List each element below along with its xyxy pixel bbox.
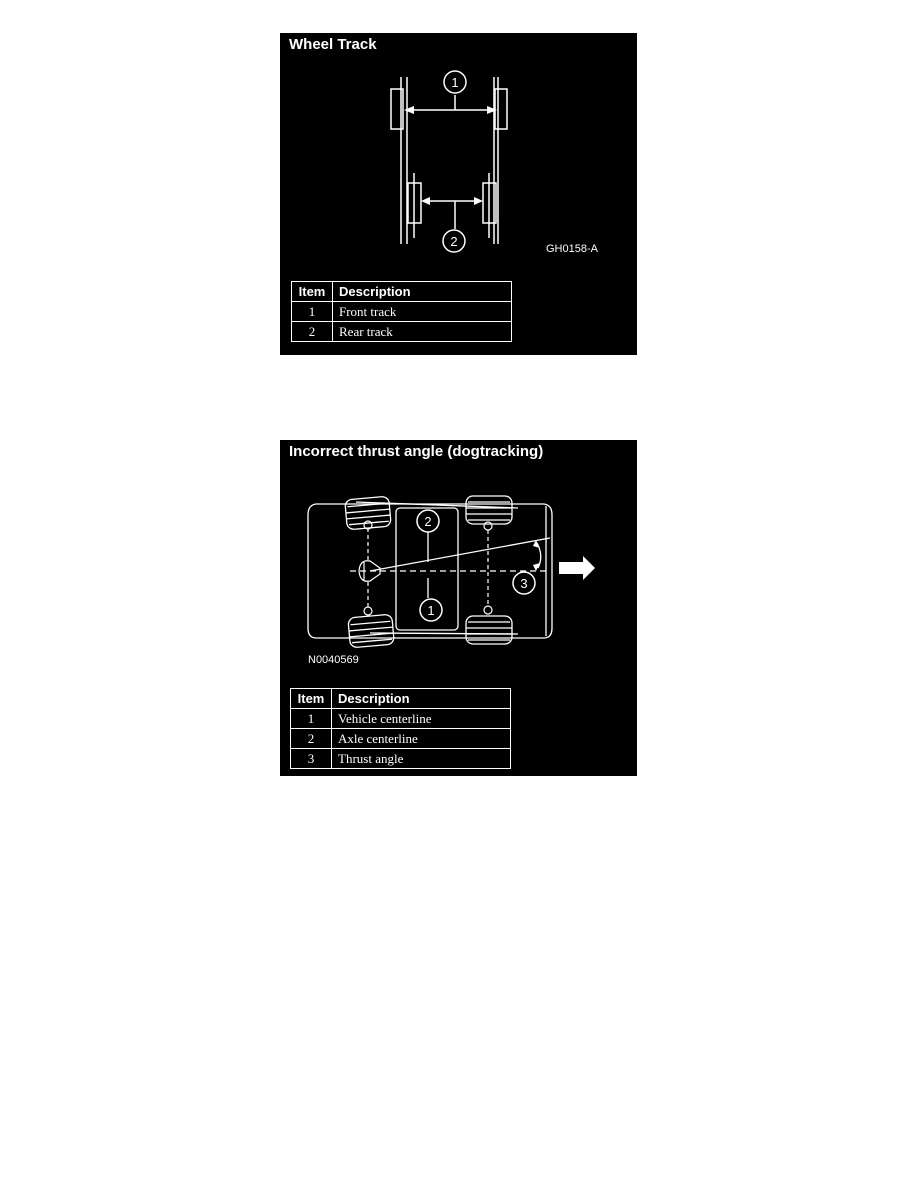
thrust-angle-diagram	[280, 440, 637, 680]
item-number: 2	[292, 322, 333, 342]
front-left-tire	[466, 496, 512, 524]
callout-2	[417, 510, 439, 532]
item-number: 1	[292, 302, 333, 322]
callout-1	[420, 599, 442, 621]
table-row	[292, 322, 512, 342]
callout-1	[444, 71, 466, 93]
front-right-tire	[466, 616, 512, 644]
callout-2	[443, 230, 465, 252]
svg-text:1: 1	[427, 603, 435, 618]
item-description: Rear track	[333, 322, 512, 342]
item-description: Front track	[333, 302, 512, 322]
callout-3	[513, 572, 535, 594]
table-row	[292, 302, 512, 322]
figure-title: Wheel Track	[289, 36, 377, 53]
figure-code: GH0158-A	[546, 243, 598, 255]
svg-text:2: 2	[424, 514, 432, 529]
svg-text:1: 1	[451, 75, 459, 90]
rear-right-tire	[348, 614, 394, 648]
header-item: Item	[292, 282, 333, 302]
header-description: Description	[332, 689, 511, 709]
table-row	[291, 749, 511, 769]
table-row	[291, 729, 511, 749]
item-number: 2	[291, 729, 332, 749]
item-description: Vehicle centerline	[332, 709, 511, 729]
thrust-line	[370, 538, 550, 571]
item-description: Thrust angle	[332, 749, 511, 769]
table-row	[291, 709, 511, 729]
forward-arrow-icon	[559, 556, 595, 580]
header-description: Description	[333, 282, 512, 302]
legend-table	[290, 688, 511, 769]
legend-table	[291, 281, 512, 342]
wheel-track-diagram	[280, 33, 637, 278]
item-description: Axle centerline	[332, 729, 511, 749]
header-item: Item	[291, 689, 332, 709]
svg-text:3: 3	[520, 576, 528, 591]
figure-title: Incorrect thrust angle (dogtracking)	[289, 443, 544, 460]
figure-code: N0040569	[308, 654, 359, 666]
item-number: 1	[291, 709, 332, 729]
front-right-wheel	[495, 89, 507, 129]
thrust-angle-figure	[280, 440, 637, 776]
wheel-track-figure	[280, 33, 637, 355]
svg-text:2: 2	[450, 234, 458, 249]
table-header-row	[292, 282, 512, 302]
item-number: 3	[291, 749, 332, 769]
table-header-row	[291, 689, 511, 709]
rear-left-tire	[345, 496, 391, 530]
